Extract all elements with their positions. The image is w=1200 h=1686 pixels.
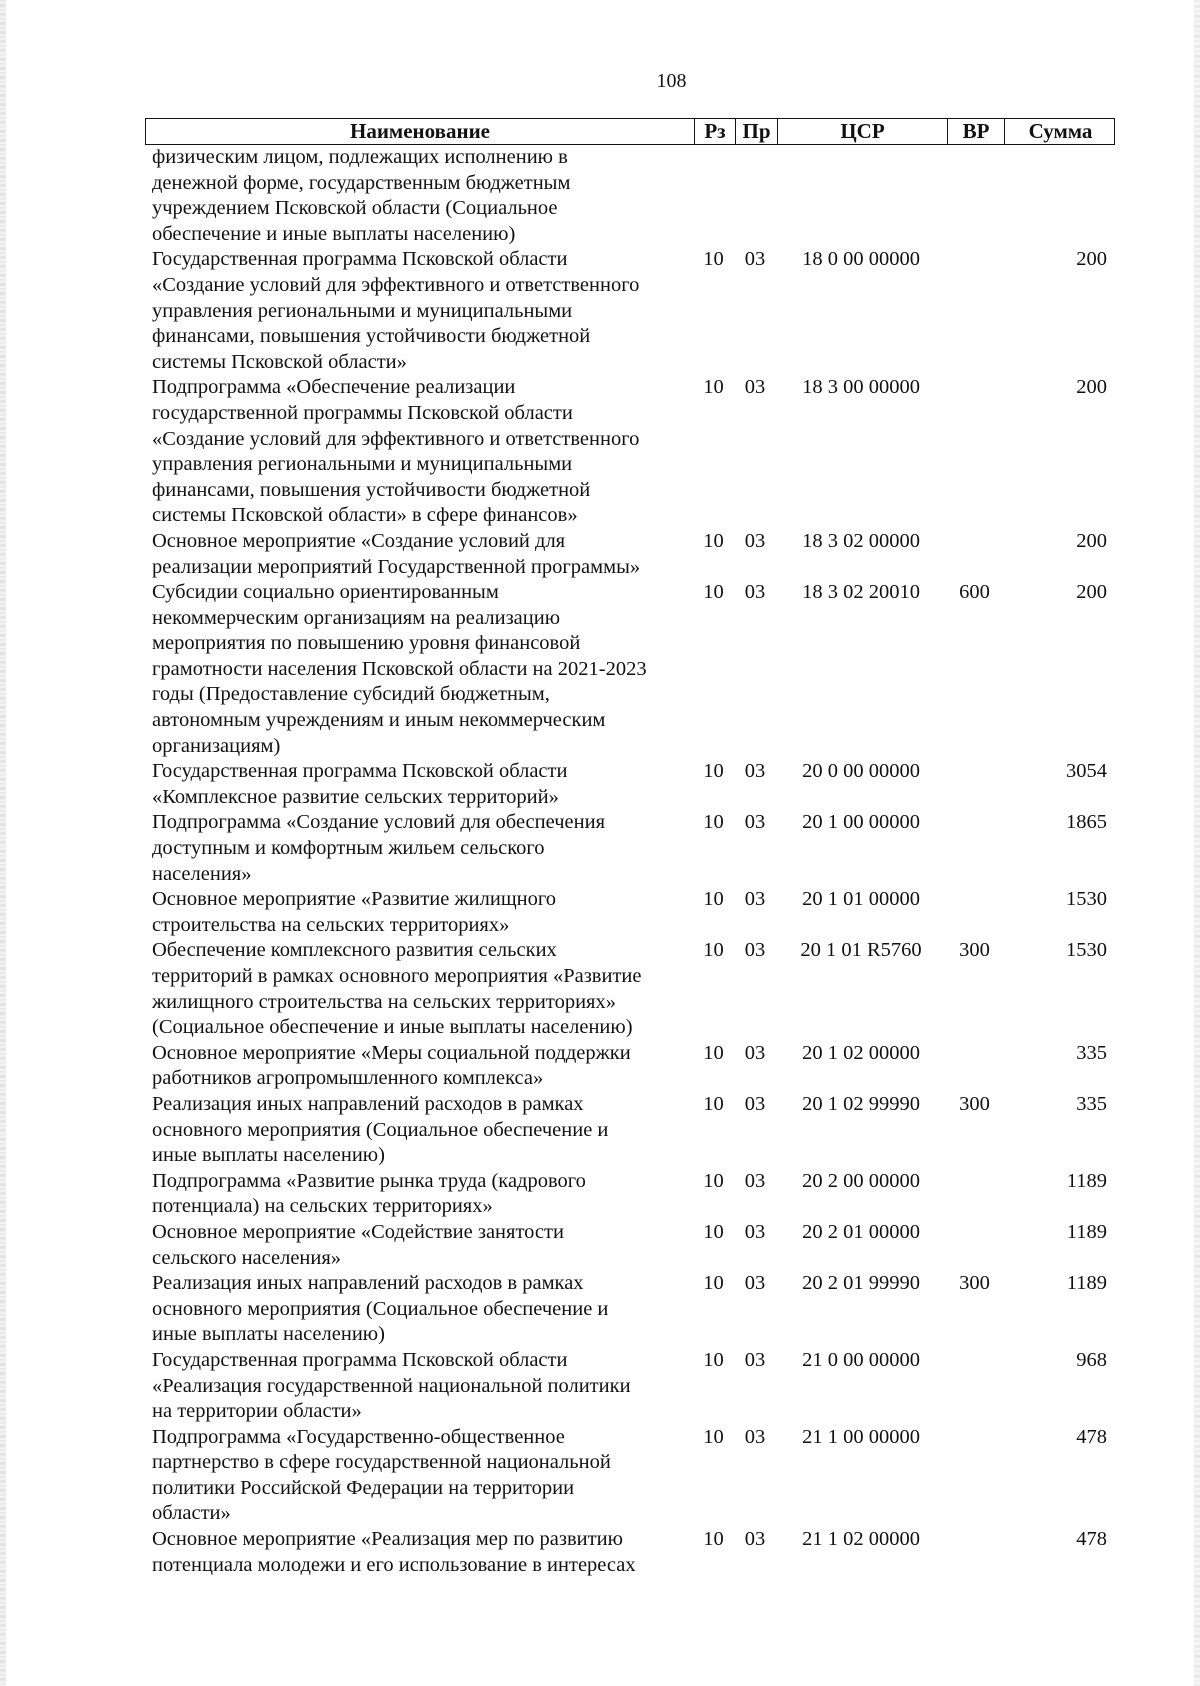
table-body — [145, 145, 1115, 1578]
row-vr: 300 — [959, 1272, 990, 1295]
row-pr: 03 — [744, 811, 766, 834]
table-row — [145, 887, 1115, 938]
row-pr: 03 — [744, 760, 766, 783]
table-row — [145, 1425, 1115, 1527]
row-vr — [946, 1425, 1003, 1527]
table-header — [145, 118, 1115, 145]
row-csr: 21 1 02 00000 — [802, 1528, 920, 1551]
row-name: Государственная программа Псковской области «Создание условий для эффективного и ответственного управления региональными и муниципальными финансами, повышения устойчивости бюджетной системы Псковской области» — [152, 248, 640, 373]
row-sum: 478 — [1076, 1425, 1107, 1448]
table-row — [145, 1169, 1115, 1220]
row-rz: 10 — [703, 248, 724, 271]
row-csr: 20 0 00 00000 — [802, 760, 920, 783]
row-name: физическим лицом, подлежащих исполнению в денежной форме, государственным бюджетным учреждением Псковской области (Социальное обеспечение и иные выплаты населению) — [152, 146, 571, 245]
table-row — [145, 375, 1115, 529]
row-sum: 478 — [1076, 1528, 1107, 1551]
row-rz: 10 — [703, 888, 724, 911]
row-rz: 10 — [703, 811, 724, 834]
row-vr — [946, 1220, 1003, 1271]
row-csr: 20 2 00 00000 — [802, 1169, 920, 1192]
row-rz: 10 — [703, 1220, 724, 1243]
row-rz: 10 — [703, 1528, 724, 1551]
row-csr: 18 3 02 00000 — [802, 529, 920, 552]
table-row — [145, 810, 1115, 887]
row-rz: 10 — [703, 1425, 724, 1448]
row-rz: 10 — [703, 1092, 724, 1115]
row-sum: 1530 — [1066, 888, 1107, 911]
header-name: Наименование — [350, 119, 490, 143]
header-pr: Пр — [735, 119, 777, 144]
row-sum: 1189 — [1066, 1272, 1107, 1295]
row-sum: 335 — [1076, 1092, 1107, 1115]
row-pr: 03 — [744, 1348, 766, 1371]
row-pr: 03 — [744, 1041, 766, 1064]
row-name: Реализация иных направлений расходов в рамках основного мероприятия (Социальное обеспечение и иные выплаты населению) — [152, 1092, 609, 1167]
row-csr: 18 3 02 20010 — [802, 581, 920, 604]
row-sum: 200 — [1076, 581, 1107, 604]
scan-edge-left — [0, 0, 6, 1686]
table-row — [145, 1092, 1115, 1169]
table-row — [145, 580, 1115, 759]
row-vr — [946, 1169, 1003, 1220]
row-sum: 200 — [1076, 376, 1107, 399]
header-rz: Рз — [694, 119, 735, 144]
row-csr: 18 3 00 00000 — [802, 376, 920, 399]
row-sum — [1003, 145, 1115, 247]
table-row — [145, 1220, 1115, 1271]
row-csr: 18 0 00 00000 — [802, 248, 920, 271]
row-pr: 03 — [744, 939, 766, 962]
row-pr: 03 — [744, 888, 766, 911]
table-row — [145, 247, 1115, 375]
row-vr — [946, 759, 1003, 810]
row-name: Подпрограмма «Создание условий для обеспечения доступным и комфортным жильем сельского населения» — [152, 811, 605, 885]
header-vr: ВР — [947, 119, 1004, 144]
row-pr: 03 — [744, 1272, 766, 1295]
row-rz: 10 — [703, 1169, 724, 1192]
row-name: Основное мероприятие «Реализация мер по развитию потенциала молодежи и его использование в интересах — [152, 1528, 636, 1576]
row-vr — [946, 247, 1003, 375]
header-sum: Сумма — [1004, 119, 1116, 144]
row-csr: 20 1 02 00000 — [802, 1041, 920, 1064]
row-vr — [946, 1348, 1003, 1425]
row-rz: 10 — [703, 529, 724, 552]
row-rz: 10 — [703, 939, 724, 962]
row-sum: 3054 — [1066, 760, 1107, 783]
row-csr: 21 0 00 00000 — [802, 1348, 920, 1371]
row-name: Подпрограмма «Государственно-общественное партнерство в сфере государственной национальной политики Российской Федерации на территории области» — [152, 1425, 611, 1525]
row-name: Основное мероприятие «Содействие занятости сельского населения» — [152, 1220, 564, 1269]
row-rz — [693, 145, 734, 247]
row-name: Основное мероприятие «Развитие жилищного строительства на сельских территориях» — [152, 888, 556, 936]
row-pr: 03 — [744, 529, 766, 552]
scan-edge-right — [1194, 0, 1200, 1686]
row-sum: 200 — [1076, 529, 1107, 552]
row-pr: 03 — [744, 1425, 766, 1448]
row-sum: 1189 — [1066, 1169, 1107, 1192]
row-vr — [946, 887, 1003, 938]
row-pr: 03 — [744, 1528, 766, 1551]
row-sum: 200 — [1076, 248, 1107, 271]
row-name: Основное мероприятие «Меры социальной поддержки работников агропромышленного комплекса» — [152, 1041, 631, 1090]
row-pr: 03 — [744, 248, 766, 271]
row-csr — [776, 145, 946, 247]
row-name: Обеспечение комплексного развития сельских территорий в рамках основного мероприятия «Развитие жилищного строительства на сельских территориях» (Социальное обеспечение и иные выплаты населению) — [152, 939, 642, 1039]
row-pr: 03 — [744, 1169, 766, 1192]
table-row — [145, 1271, 1115, 1348]
row-vr — [946, 810, 1003, 887]
table-row — [145, 145, 1115, 247]
row-vr — [946, 145, 1003, 247]
row-vr — [946, 1041, 1003, 1092]
row-vr — [946, 375, 1003, 529]
table-row — [145, 1041, 1115, 1092]
row-rz: 10 — [703, 1348, 724, 1371]
table-row — [145, 529, 1115, 580]
row-pr: 03 — [744, 1220, 766, 1243]
row-name: Государственная программа Псковской области «Реализация государственной национальной политики на территории области» — [152, 1348, 631, 1423]
row-rz: 10 — [703, 1041, 724, 1064]
row-pr: 03 — [744, 376, 766, 399]
row-sum: 1530 — [1066, 939, 1107, 962]
row-name: Основное мероприятие «Создание условий для реализации мероприятий Государственной программы» — [152, 529, 641, 578]
table-row — [145, 1348, 1115, 1425]
row-rz: 10 — [703, 760, 724, 783]
row-vr: 600 — [959, 581, 990, 604]
row-sum: 1189 — [1066, 1220, 1107, 1243]
row-csr: 20 1 01 00000 — [802, 888, 920, 911]
row-name: Реализация иных направлений расходов в рамках основного мероприятия (Социальное обеспечение и иные выплаты населению) — [152, 1272, 609, 1346]
row-rz: 10 — [703, 1272, 724, 1295]
row-vr: 300 — [959, 1092, 990, 1115]
row-csr: 21 1 00 00000 — [802, 1425, 920, 1448]
row-sum: 1865 — [1066, 811, 1107, 834]
table-row — [145, 759, 1115, 810]
row-rz: 10 — [703, 376, 724, 399]
row-name: Государственная программа Псковской области «Комплексное развитие сельских территорий» — [152, 760, 568, 808]
row-vr — [946, 1527, 1003, 1578]
row-name: Субсидии социально ориентированным некоммерческим организациям на реализацию мероприятия по повышению уровня финансовой грамотности населения Псковской области на 2021-2023 годы (Предоставление субсидий бюджетным, автономным учреждениям и иным некоммерческим организациям) — [152, 581, 647, 757]
row-sum: 968 — [1076, 1348, 1107, 1371]
row-csr: 20 1 00 00000 — [802, 811, 920, 834]
table-row — [145, 1527, 1115, 1578]
row-vr: 300 — [959, 939, 990, 962]
row-csr: 20 2 01 00000 — [802, 1220, 920, 1243]
row-rz: 10 — [703, 581, 724, 604]
row-sum: 335 — [1076, 1041, 1107, 1064]
budget-table — [145, 118, 1115, 1578]
row-csr: 20 2 01 99990 — [802, 1272, 920, 1295]
row-csr: 20 1 02 99990 — [802, 1092, 920, 1115]
row-csr: 20 1 01 R5760 — [800, 939, 922, 962]
row-name: Подпрограмма «Обеспечение реализации государственной программы Псковской области «Создание условий для эффективного и ответственного управления региональными и муниципальными финансами, повышения устойчивости бюджетной системы Псковской области» в сфере финансов» — [152, 376, 640, 527]
table-row — [145, 938, 1115, 1040]
row-pr: 03 — [744, 1092, 766, 1115]
header-csr: ЦСР — [777, 119, 947, 144]
row-pr: 03 — [744, 581, 766, 604]
row-pr — [734, 145, 776, 247]
row-vr — [946, 529, 1003, 580]
page-number: 108 — [656, 70, 687, 92]
row-name: Подпрограмма «Развитие рынка труда (кадрового потенциала) на сельских территориях» — [152, 1169, 586, 1218]
